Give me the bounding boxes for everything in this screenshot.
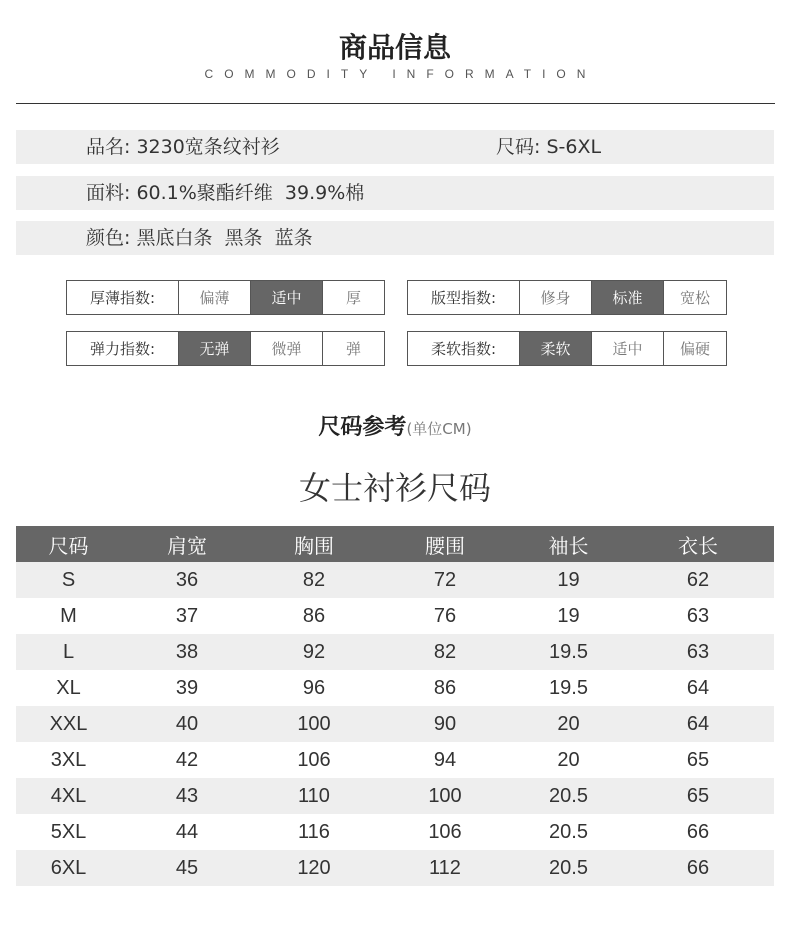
table-cell: 20.5 [515, 778, 622, 814]
name-value: 3230宽条纹衬衫 [136, 136, 280, 158]
table-cell: 64 [622, 706, 774, 742]
rating-option: 适中 [592, 332, 664, 365]
size-table-title: 女士衬衫尺码 [298, 469, 491, 507]
info-row-color [16, 221, 774, 255]
table-cell: L [16, 634, 121, 670]
page-subtitle: COMMODITY INFORMATION [204, 67, 597, 81]
table-cell: 86 [433, 676, 457, 699]
table-cell: 94 [433, 748, 457, 771]
rating-option: 微弹 [251, 332, 323, 365]
table-cell: 6XL [16, 850, 121, 886]
table-cell: 4XL [16, 778, 121, 814]
size-label: 尺码: [496, 136, 541, 158]
table-row [16, 670, 774, 706]
column-header: 衣长 [622, 526, 774, 562]
size-heading-text: 尺码参考 [318, 415, 407, 440]
size-value: S-6XL [546, 136, 602, 158]
column-header: 胸围 [253, 526, 375, 562]
rating-label: 弹力指数: [67, 332, 179, 365]
table-cell: XL [56, 676, 81, 699]
table-cell: 42 [175, 748, 199, 771]
rating-label: 版型指数: [408, 281, 520, 314]
table-cell: 19 [557, 604, 580, 627]
rating-option: 适中 [251, 281, 323, 314]
table-cell: 63 [622, 634, 774, 670]
table-cell: 106 [428, 820, 462, 843]
table-cell: 64 [686, 676, 710, 699]
table-cell: 120 [253, 850, 375, 886]
table-cell: 39 [175, 676, 199, 699]
table-cell: 40 [121, 706, 253, 742]
table-cell: 45 [121, 850, 253, 886]
table-row [16, 742, 774, 778]
table-cell: M [60, 604, 77, 627]
table-cell: S [16, 562, 121, 598]
fabric-label: 面料: [86, 182, 131, 204]
table-cell: 100 [253, 706, 375, 742]
rating-option: 宽松 [679, 289, 710, 307]
column-header: 袖长 [515, 526, 622, 562]
color-value: 黑底白条 黑条 蓝条 [136, 227, 313, 249]
color-label: 颜色: [86, 227, 131, 249]
name-label: 品名: [86, 136, 131, 158]
table-cell: 36 [121, 562, 253, 598]
table-cell: 96 [302, 676, 326, 699]
table-cell: 43 [121, 778, 253, 814]
table-cell: 19.5 [515, 634, 622, 670]
table-cell: 92 [253, 634, 375, 670]
rating-option: 柔软 [520, 332, 592, 365]
rating-label: 厚薄指数: [67, 281, 179, 314]
table-row [16, 706, 774, 742]
table-cell: 66 [622, 850, 774, 886]
rating-option: 偏硬 [679, 340, 710, 358]
table-cell: 65 [686, 748, 710, 771]
table-cell: 82 [375, 634, 515, 670]
table-cell: 86 [302, 604, 326, 627]
table-cell: 3XL [50, 748, 87, 771]
table-cell: 76 [433, 604, 457, 627]
rating-option: 无弹 [179, 332, 251, 365]
rating-elasticity [66, 331, 385, 366]
table-cell: 19.5 [549, 676, 588, 699]
size-table [16, 526, 774, 886]
table-cell: 106 [297, 748, 331, 771]
rating-softness [407, 331, 727, 366]
table-row [16, 850, 774, 886]
rating-fit [407, 280, 727, 315]
table-cell: 116 [298, 820, 330, 843]
table-row [16, 814, 774, 850]
table-cell: 63 [686, 604, 710, 627]
table-row [16, 778, 774, 814]
rating-thickness [66, 280, 385, 315]
info-row-fabric [16, 176, 774, 210]
table-cell: 100 [375, 778, 515, 814]
size-unit: (单位CM) [406, 420, 472, 438]
rating-option: 弹 [345, 340, 361, 358]
rating-option: 偏薄 [179, 281, 251, 314]
table-header-row [16, 526, 774, 562]
fabric-value: 60.1%聚酯纤维 39.9%棉 [136, 182, 365, 204]
rating-option: 厚 [345, 289, 361, 307]
table-cell: 20 [557, 748, 580, 771]
table-row [16, 634, 774, 670]
table-cell: 20.5 [515, 850, 622, 886]
divider [16, 103, 775, 104]
rating-option: 标准 [592, 281, 664, 314]
table-cell: 72 [375, 562, 515, 598]
table-cell: 66 [686, 820, 710, 843]
column-header: 尺码 [16, 526, 121, 562]
column-header: 肩宽 [121, 526, 253, 562]
table-cell: XXL [16, 706, 121, 742]
column-header: 腰围 [375, 526, 515, 562]
table-cell: 62 [622, 562, 774, 598]
table-cell: 82 [253, 562, 375, 598]
table-cell: 110 [253, 778, 375, 814]
table-cell: 90 [375, 706, 515, 742]
table-cell: 112 [375, 850, 515, 886]
table-cell: 38 [121, 634, 253, 670]
table-cell: 5XL [50, 820, 87, 843]
table-cell: 20 [515, 706, 622, 742]
table-cell: 20.5 [549, 820, 588, 843]
info-row-name [16, 130, 774, 164]
table-cell: 65 [622, 778, 774, 814]
rating-label: 柔软指数: [408, 332, 520, 365]
table-cell: 44 [175, 820, 199, 843]
rating-option: 修身 [520, 281, 592, 314]
table-row [16, 598, 774, 634]
table-row [16, 562, 774, 598]
page-title: 商品信息 [338, 31, 451, 64]
table-cell: 19 [515, 562, 622, 598]
table-cell: 37 [175, 604, 199, 627]
size-reference-heading [0, 410, 790, 441]
